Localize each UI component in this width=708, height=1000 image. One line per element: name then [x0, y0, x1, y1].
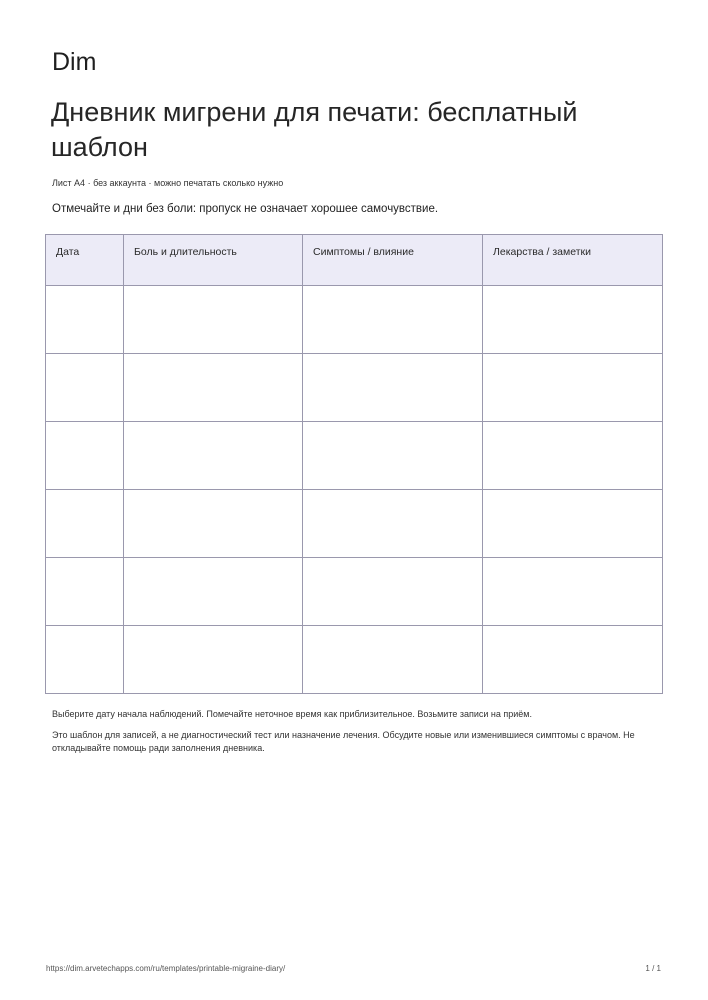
column-header-date: Дата — [46, 235, 124, 286]
table-row — [46, 354, 663, 422]
table-cell — [124, 558, 303, 626]
table-cell — [483, 422, 663, 490]
table-row — [46, 286, 663, 354]
table-cell — [124, 490, 303, 558]
table-cell — [303, 558, 483, 626]
page-url: https://dim.arvetechapps.com/ru/templates/printable-migraine-diary/ — [46, 964, 286, 973]
table-row — [46, 490, 663, 558]
brand-logo-text: Dim — [52, 48, 97, 76]
table-cell — [124, 354, 303, 422]
table-cell — [124, 422, 303, 490]
table-row — [46, 558, 663, 626]
table-cell — [483, 558, 663, 626]
migraine-diary-table — [45, 234, 663, 694]
table-cell — [303, 286, 483, 354]
footer-instructions: Выберите дату начала наблюдений. Помечайте неточное время как приблизительное. Возьмите записи на приём. — [52, 709, 532, 719]
table-cell — [124, 626, 303, 694]
page-title: Дневник мигрени для печати: бесплатный шаблон — [51, 97, 578, 162]
sheet-meta: Лист A4 · без аккаунта · можно печатать сколько нужно — [52, 178, 284, 188]
table-cell — [46, 354, 124, 422]
table-cell — [483, 626, 663, 694]
table-cell — [46, 490, 124, 558]
table-cell — [303, 422, 483, 490]
table-cell — [124, 286, 303, 354]
footer-disclaimer: Это шаблон для записей, а не диагностический тест или назначение лечения. Обсудите новые или изменившиеся симптомы с врачом. Не откладывайте помощь ради заполнения дневника. — [52, 730, 635, 753]
table-header-row — [46, 235, 663, 286]
table-cell — [303, 490, 483, 558]
table-cell — [483, 354, 663, 422]
table-cell — [46, 286, 124, 354]
instruction-note: Отмечайте и дни без боли: пропуск не означает хорошее самочувствие. — [52, 203, 439, 215]
column-header-medication: Лекарства / заметки — [483, 235, 663, 286]
table-cell — [483, 490, 663, 558]
table-row — [46, 422, 663, 490]
column-header-symptoms: Симптомы / влияние — [303, 235, 483, 286]
table-cell — [303, 354, 483, 422]
table-cell — [46, 558, 124, 626]
table-row — [46, 626, 663, 694]
column-header-pain: Боль и длительность — [124, 235, 303, 286]
table-cell — [46, 626, 124, 694]
table-cell — [303, 626, 483, 694]
page-number: 1 / 1 — [645, 964, 661, 973]
table-cell — [483, 286, 663, 354]
table-cell — [46, 422, 124, 490]
